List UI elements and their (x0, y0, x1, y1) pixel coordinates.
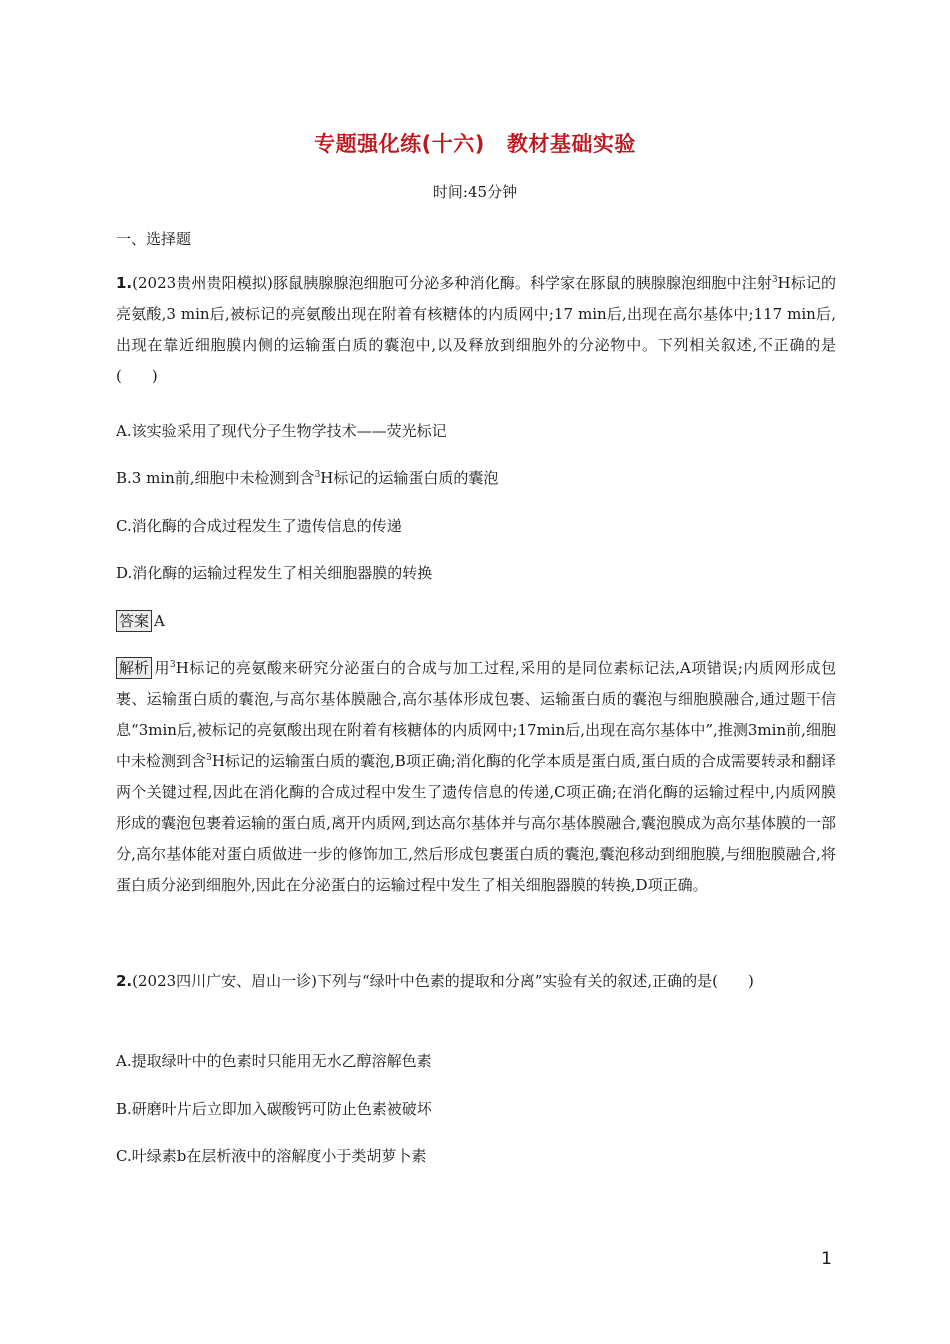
question-1-number: 1. (116, 274, 133, 292)
question-2-number: 2. (116, 972, 133, 990)
page-number: 1 (821, 1249, 832, 1269)
question-1-option-a: A.该实验采用了现代分子生物学技术——荧光标记 (116, 422, 447, 440)
question-1-option-c: C.消化酶的合成过程发生了遗传信息的传递 (116, 517, 402, 535)
time-limit: 时间:45分钟 (432, 183, 518, 201)
title-topic: 教材基础实验 (506, 132, 636, 156)
title-main: 专题强化练(十六) (314, 132, 485, 156)
page-title (0, 128, 950, 158)
section-heading: 一、选择题 (116, 230, 192, 248)
answer-value: A (154, 612, 165, 630)
question-2-option-a: A.提取绿叶中的色素时只能用无水乙醇溶解色素 (116, 1052, 432, 1070)
answer-tag: 答案 (116, 610, 152, 632)
question-2-option-c: C.叶绿素b在层析液中的溶解度小于类胡萝卜素 (116, 1147, 427, 1165)
question-1-option-d: D.消化酶的运输过程发生了相关细胞器膜的转换 (116, 564, 433, 582)
question-1-option-b: B.3 min前,细胞中未检测到含$^3$H标记的运输蛋白质的囊泡 (116, 469, 499, 487)
question-1-answer (116, 606, 836, 637)
question-1-analysis: 解析 用$^3$H标记的亮氨酸来研究分泌蛋白的合成与加工过程,采用的是同位素标记法,A项错误;内质网形成包裹、运输蛋白质的囊泡,与高尔基体膜融合,高尔基体形成包裹、运输蛋白质的囊泡与细胞膜融合,通过题干信息“3min后,被标记的亮氨酸出现在附着有核糖体的内质网中;17min后,出现在高尔基体中”,推测3min前,细胞中未检测到含$^3$H标记的运输蛋白质的囊泡,B项正确;消化酶的化学本质是蛋白质,蛋白质的合成需要转录和翻译两个关键过程,因此在消化酶的合成过程中发生了遗传信息的传递,C项正确;在消化酶的运输过程中,内质网膜形成的囊泡包裹着运输的蛋白质,离开内质网,到达高尔基体并与高尔基体膜融合,囊泡膜成为高尔基体膜的一部分,高尔基体能对蛋白质做进一步的修饰加工,然后形成包裹蛋白质的囊泡,囊泡移动到细胞膜,与细胞膜融合,将蛋白质分泌到细胞外,因此在分泌蛋白的运输过程中发生了相关细胞器膜的转换,D项正确。 (116, 659, 836, 894)
question-2-stem: 2.(2023四川广安、眉山一诊)下列与“绿叶中色素的提取和分离”实验有关的叙述,正确的是( ) (116, 972, 754, 990)
question-1-stem: 1.(2023贵州贵阳模拟)豚鼠胰腺腺泡细胞可分泌多种消化酶。科学家在豚鼠的胰腺腺泡细胞中注射$^3$H标记的亮氨酸,3 min后,被标记的亮氨酸出现在附着有核糖体的内质网中;17 min后,出现在高尔基体中;117 min后,出现在靠近细胞膜内侧的运输蛋白质的囊泡中,以及释放到细胞外的分泌物中。下列相关叙述,不正确的是( ) (116, 274, 836, 385)
question-2-option-b: B.研磨叶片后立即加入碳酸钙可防止色素被破坏 (116, 1100, 432, 1118)
analysis-tag: 解析 (116, 657, 152, 679)
